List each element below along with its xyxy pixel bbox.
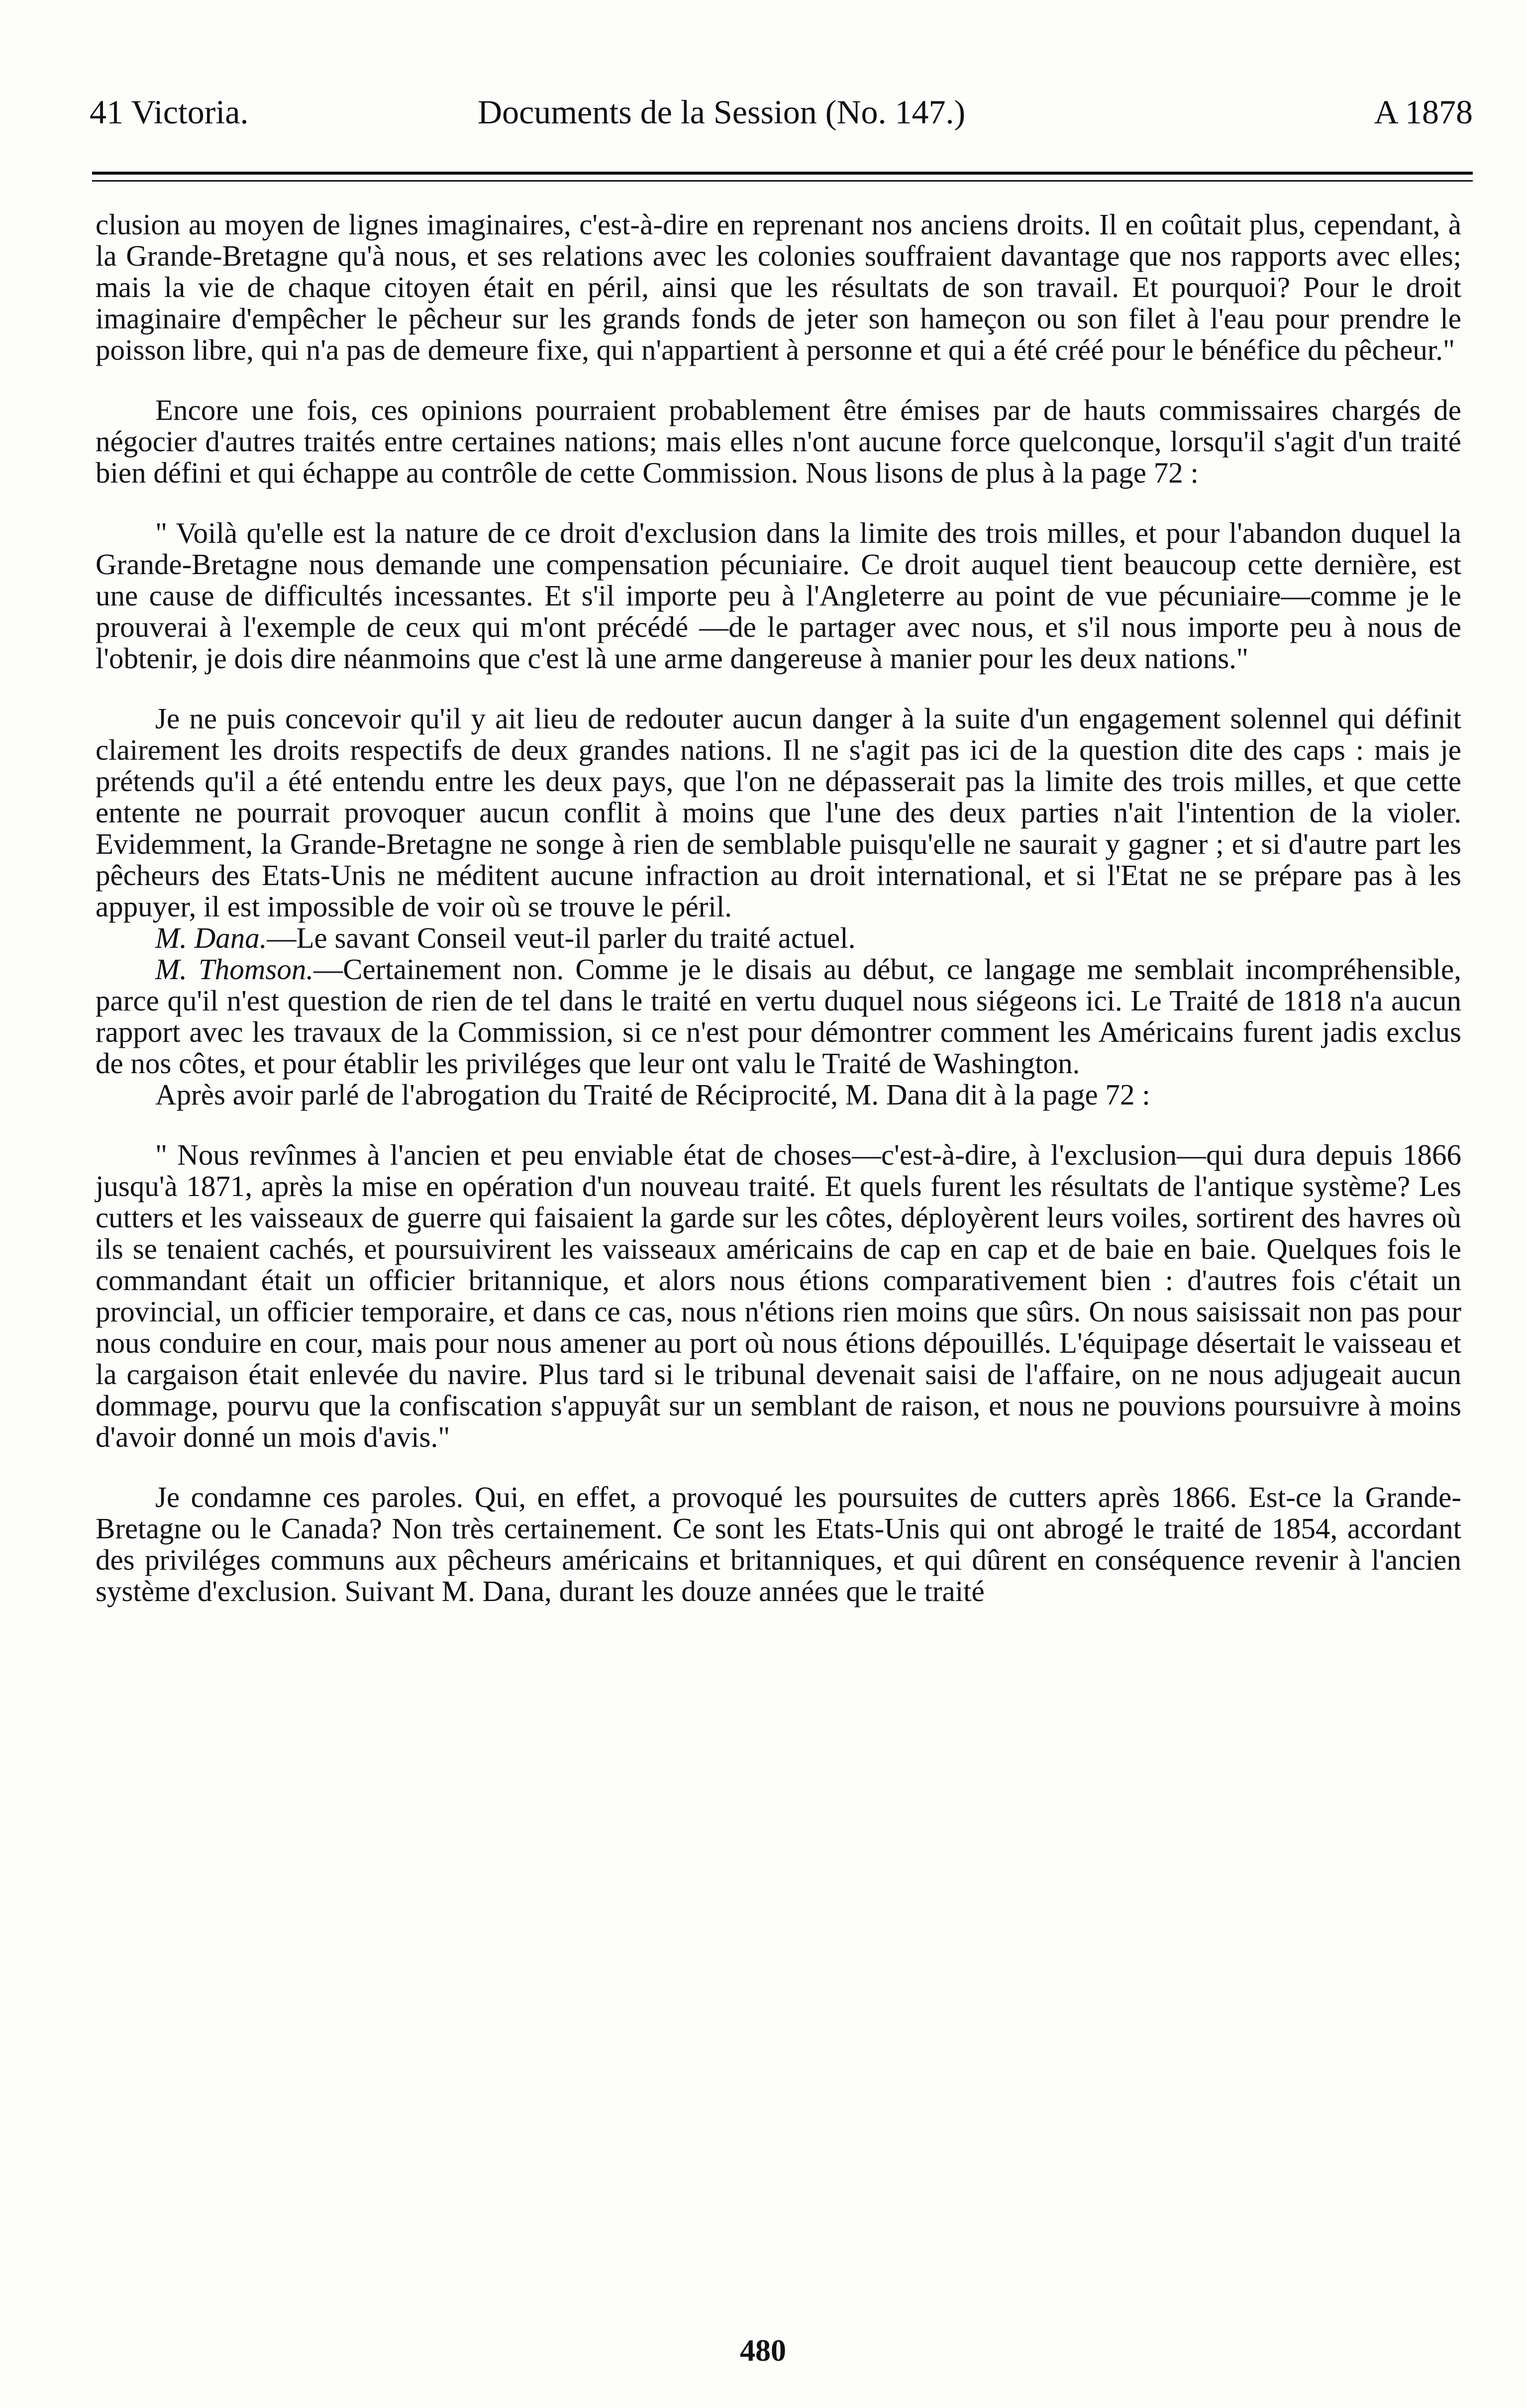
header-volume-year: A 1878 (1374, 93, 1473, 131)
speech-text: —Le savant Conseil veut-il parler du traité actuel. (267, 921, 856, 954)
speaker-name: M. Thomson. (155, 953, 314, 986)
quoted-paragraph: " Voilà qu'elle est la nature de ce droit d'exclusion dans la limite des trois milles, et pour l'abandon duquel la Grande-Bretagne nous demande une compensation pécuniaire. Ce droit auquel tient beaucoup cette dernière, est une cause de difficultés incessantes. Et s'il importe peu à l'Angleterre au point de vue pécuniaire—comme je le prouverai à l'exemple de ceux qui m'ont précédé —de le partager avec nous, et s'il nous importe peu à nous de l'obtenir, je dois dire néanmoins que c'est là une arme dangereuse à manier pour les deux nations." (96, 516, 1461, 675)
paragraph: Je condamne ces paroles. Qui, en effet, a provoqué les poursuites de cutters après 1866. Est-ce la Grande-Bretagne ou le Canada? Non très certainement. Ce sont les Etats-Unis qui ont abrogé le traité de 1854, accordant des priviléges communs aux pêcheurs américains et britanniques, et qui dûrent en conséquence revenir à l'ancien système d'exclusion. Suivant M. Dana, durant les douze années que le traité (96, 1481, 1461, 1607)
speaker-name: M. Dana. (155, 921, 267, 954)
header-rule-thick (92, 172, 1473, 175)
quoted-paragraph: " Nous revînmes à l'ancien et peu enviable état de choses—c'est-à-dire, à l'exclusion—qui dura depuis 1866 jusqu'à 1871, après la mise en opération d'un nouveau traité. Et quels furent les résultats de l'antique système? Les cutters et les vaisseaux de guerre qui faisaient la garde sur les côtes, déployèrent leurs voiles, sortirent des havres où ils se tenaient cachés, et poursuivirent les vaisseaux américains de cap en cap et de baie en baie. Quelques fois le commandant était un officier britannique, et alors nous étions comparativement bien : d'autres fois c'était un provincial, un officier temporaire, et dans ce cas, nous n'étions rien moins que sûrs. On nous saisissait non pas pour nous conduire en cour, mais pour nous amener au port où nous étions dépouillés. L'équipage désertait le vaisseau et la cargaison était enlevée du navire. Plus tard si le tribunal devenait saisi de l'affaire, on ne nous adjugeait aucun dommage, pourvu que la confiscation s'appuyât sur un semblant de raison, et nous ne pouvions poursuivre à moins d'avoir donné un mois d'avis." (96, 1138, 1461, 1453)
speech-text: —Certainement non. Comme je le disais au début, ce langage me semblait incompréhensible, parce qu'il n'est question de rien de tel dans le traité en vertu duquel nous siégeons ici. Le Traité de 1818 n'a aucun rapport avec les travaux de la Commission, si ce n'est pour démontrer comment les Américains furent jadis exclus de nos côtes, et pour établir les priviléges que leur ont valu le Traité de Washington. (96, 953, 1461, 1080)
paragraph: Je ne puis concevoir qu'il y ait lieu de redouter aucun danger à la suite d'un engagement solennel qui définit clairement les droits respectifs de deux grandes nations. Il ne s'agit pas ici de la question dite des caps : mais je prétends qu'il a été entendu entre les deux pays, que l'on ne dépasserait pas la limite des trois milles, et que cette entente ne pourrait provoquer aucun conflit à moins que l'une des deux parties n'ait l'intention de la violer. Evidemment, la Grande-Bretagne ne songe à rien de semblable puisqu'elle ne saurait y gagner ; et si d'autre part les pêcheurs des Etats-Unis ne méditent aucune infraction au droit international, et si l'Etat ne se prépare pas à les appuyer, il est impossible de voir où se trouve le péril. (96, 702, 1461, 923)
header-document-title: Documents de la Session (No. 147.) (478, 93, 966, 131)
paragraph: Encore une fois, ces opinions pourraient probablement être émises par de hauts commissaires chargés de négocier d'autres traités entre certaines nations; mais elles n'ont aucune force quelconque, lorsqu'il s'agit d'un traité bien défini et qui échappe au contrôle de cette Commission. Nous lisons de plus à la page 72 : (96, 394, 1461, 489)
dialogue-paragraph (96, 954, 1461, 1079)
dialogue-paragraph (96, 922, 1461, 954)
header-session-year: 41 Victoria. (90, 93, 249, 131)
page-body (96, 209, 1461, 1607)
page-number: 480 (740, 2334, 786, 2368)
paragraph-continuation: clusion au moyen de lignes imaginaires, c'est-à-dire en reprenant nos anciens droits. Il en coûtait plus, cependant, à la Grande-Bretagne qu'à nous, et ses relations avec les colonies souffraient davantage que nos rapports avec elles; mais la vie de chaque citoyen était en péril, ainsi que les résultats de son travail. Et pourquoi? Pour le droit imaginaire d'empêcher le pêcheur sur les grands fonds de jeter son hameçon ou son filet à l'eau pour prendre le poisson libre, qui n'a pas de demeure fixe, qui n'appartient à personne et qui a été créé pour le bénéfice du pêcheur." (96, 208, 1461, 366)
running-header (90, 90, 1473, 134)
header-rule-thin (92, 180, 1473, 182)
paragraph: Après avoir parlé de l'abrogation du Traité de Réciprocité, M. Dana dit à la page 72 : (155, 1078, 1150, 1111)
